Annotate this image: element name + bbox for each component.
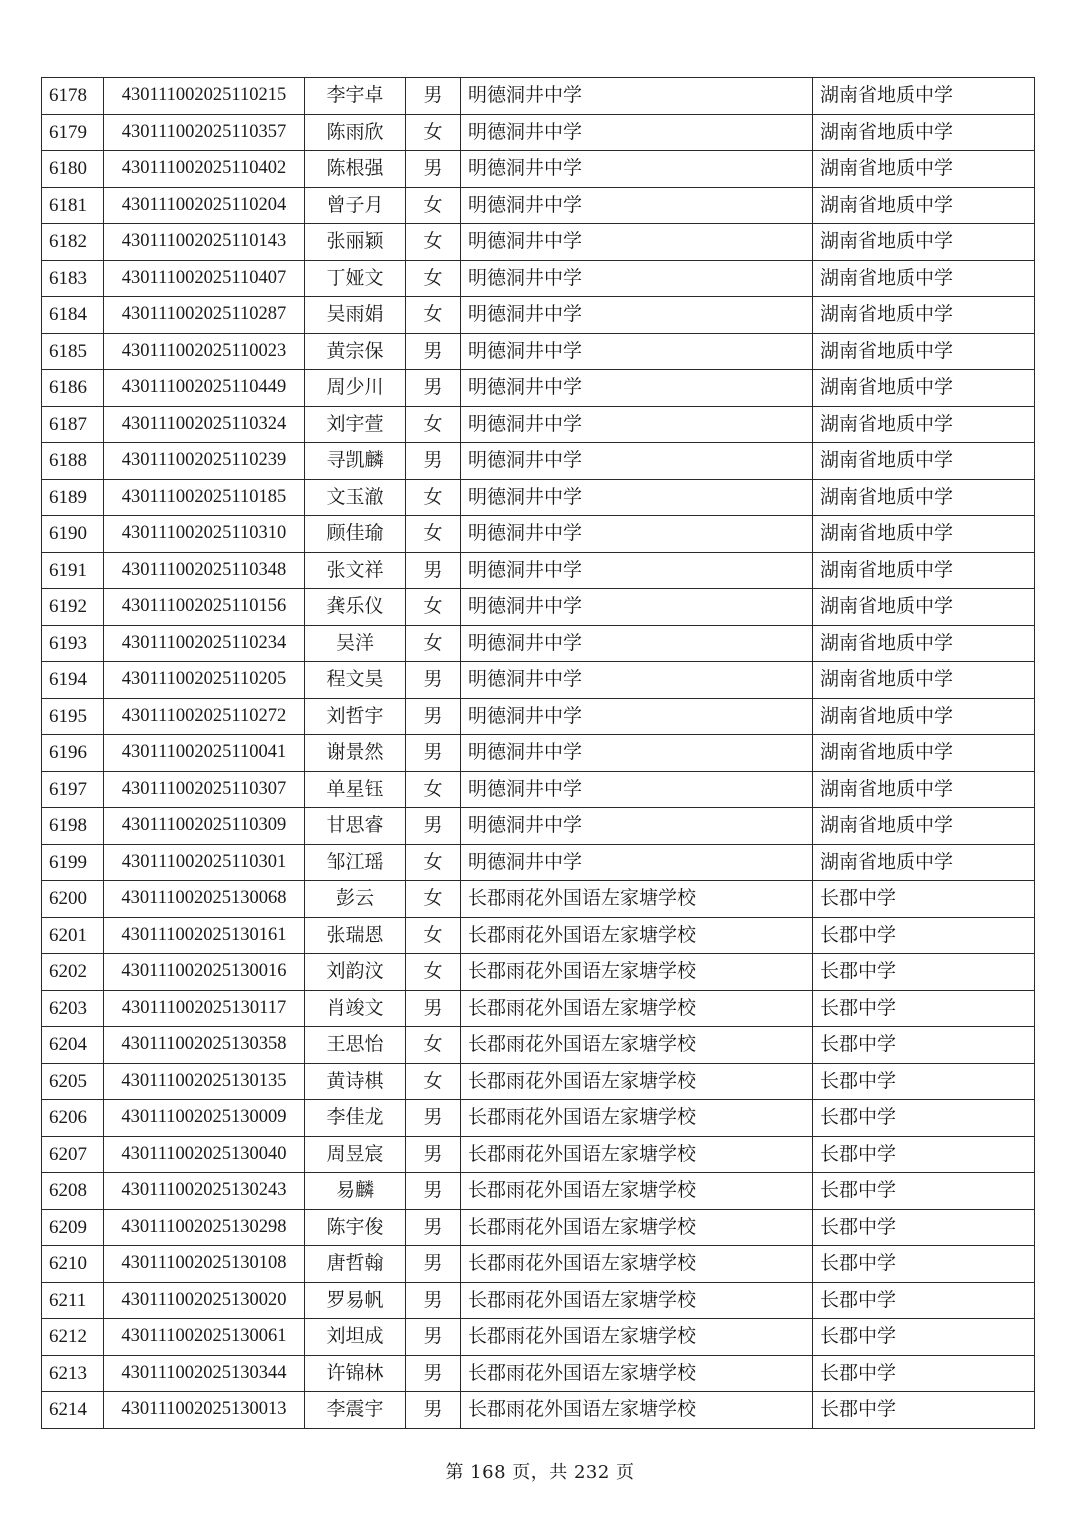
- admitted-school-cell: 长郡中学: [813, 1100, 1035, 1137]
- admitted-school-cell: 长郡中学: [813, 917, 1035, 954]
- table-body: [42, 78, 1035, 1429]
- registration-id-cell: 430111002025130016: [104, 954, 305, 991]
- serial-number-cell: 6180: [42, 151, 104, 188]
- serial-number-cell: 6195: [42, 698, 104, 735]
- registration-id-cell: 430111002025110301: [104, 844, 305, 881]
- admitted-school-cell: 湖南省地质中学: [813, 370, 1035, 407]
- serial-number-cell: 6190: [42, 516, 104, 553]
- registration-id-cell: 430111002025130243: [104, 1173, 305, 1210]
- serial-number-cell: 6214: [42, 1392, 104, 1429]
- gender-cell: 女: [406, 954, 461, 991]
- table-row: [42, 808, 1035, 845]
- gender-cell: 男: [406, 1173, 461, 1210]
- registration-id-cell: 430111002025130358: [104, 1027, 305, 1064]
- table-row: [42, 552, 1035, 589]
- registration-id-cell: 430111002025130040: [104, 1136, 305, 1173]
- graduating-school-cell: 明德洞井中学: [461, 771, 813, 808]
- student-name-cell: 寻凯麟: [305, 443, 406, 480]
- admitted-school-cell: 湖南省地质中学: [813, 114, 1035, 151]
- gender-cell: 女: [406, 844, 461, 881]
- serial-number-cell: 6204: [42, 1027, 104, 1064]
- admitted-school-cell: 湖南省地质中学: [813, 771, 1035, 808]
- serial-number-cell: 6189: [42, 479, 104, 516]
- gender-cell: 男: [406, 151, 461, 188]
- table-row: [42, 297, 1035, 334]
- gender-cell: 男: [406, 990, 461, 1027]
- table-row: [42, 1100, 1035, 1137]
- registration-id-cell: 430111002025110143: [104, 224, 305, 261]
- gender-cell: 男: [406, 1282, 461, 1319]
- serial-number-cell: 6197: [42, 771, 104, 808]
- student-name-cell: 张丽颖: [305, 224, 406, 261]
- student-name-cell: 程文昊: [305, 662, 406, 699]
- student-name-cell: 陈雨欣: [305, 114, 406, 151]
- student-name-cell: 李震宇: [305, 1392, 406, 1429]
- registration-id-cell: 430111002025110357: [104, 114, 305, 151]
- student-name-cell: 谢景然: [305, 735, 406, 772]
- registration-id-cell: 430111002025110205: [104, 662, 305, 699]
- graduating-school-cell: 明德洞井中学: [461, 224, 813, 261]
- serial-number-cell: 6194: [42, 662, 104, 699]
- registration-id-cell: 430111002025130009: [104, 1100, 305, 1137]
- serial-number-cell: 6191: [42, 552, 104, 589]
- student-name-cell: 张文祥: [305, 552, 406, 589]
- admitted-school-cell: 湖南省地质中学: [813, 735, 1035, 772]
- graduating-school-cell: 长郡雨花外国语左家塘学校: [461, 1063, 813, 1100]
- page-number-footer: 第 168 页，共 232 页: [445, 1462, 635, 1483]
- registration-id-cell: 430111002025130135: [104, 1063, 305, 1100]
- gender-cell: 男: [406, 735, 461, 772]
- serial-number-cell: 6193: [42, 625, 104, 662]
- student-name-cell: 甘思睿: [305, 808, 406, 845]
- table-row: [42, 114, 1035, 151]
- gender-cell: 女: [406, 187, 461, 224]
- gender-cell: 男: [406, 662, 461, 699]
- table-row: [42, 1282, 1035, 1319]
- table-row: [42, 844, 1035, 881]
- student-name-cell: 唐哲翰: [305, 1246, 406, 1283]
- table-row: [42, 1027, 1035, 1064]
- graduating-school-cell: 明德洞井中学: [461, 844, 813, 881]
- admitted-school-cell: 长郡中学: [813, 1355, 1035, 1392]
- registration-id-cell: 430111002025110449: [104, 370, 305, 407]
- gender-cell: 男: [406, 1136, 461, 1173]
- gender-cell: 女: [406, 224, 461, 261]
- serial-number-cell: 6211: [42, 1282, 104, 1319]
- table-row: [42, 662, 1035, 699]
- registration-id-cell: 430111002025110215: [104, 78, 305, 115]
- table-row: [42, 224, 1035, 261]
- student-name-cell: 肖竣文: [305, 990, 406, 1027]
- registration-id-cell: 430111002025110287: [104, 297, 305, 334]
- gender-cell: 男: [406, 808, 461, 845]
- student-name-cell: 张瑞恩: [305, 917, 406, 954]
- graduating-school-cell: 长郡雨花外国语左家塘学校: [461, 917, 813, 954]
- registration-id-cell: 430111002025130068: [104, 881, 305, 918]
- table-row: [42, 187, 1035, 224]
- registration-id-cell: 430111002025110272: [104, 698, 305, 735]
- admitted-school-cell: 长郡中学: [813, 1209, 1035, 1246]
- registration-id-cell: 430111002025130117: [104, 990, 305, 1027]
- serial-number-cell: 6192: [42, 589, 104, 626]
- table-row: [42, 771, 1035, 808]
- student-name-cell: 王思怡: [305, 1027, 406, 1064]
- admitted-school-cell: 湖南省地质中学: [813, 808, 1035, 845]
- table-row: [42, 1136, 1035, 1173]
- registration-id-cell: 430111002025130061: [104, 1319, 305, 1356]
- admitted-school-cell: 长郡中学: [813, 1063, 1035, 1100]
- serial-number-cell: 6184: [42, 297, 104, 334]
- admitted-school-cell: 长郡中学: [813, 1027, 1035, 1064]
- admitted-school-cell: 湖南省地质中学: [813, 260, 1035, 297]
- gender-cell: 女: [406, 479, 461, 516]
- student-name-cell: 刘哲宇: [305, 698, 406, 735]
- serial-number-cell: 6187: [42, 406, 104, 443]
- graduating-school-cell: 明德洞井中学: [461, 552, 813, 589]
- table-row: [42, 881, 1035, 918]
- admitted-school-cell: 湖南省地质中学: [813, 224, 1035, 261]
- registration-id-cell: 430111002025110204: [104, 187, 305, 224]
- serial-number-cell: 6185: [42, 333, 104, 370]
- graduating-school-cell: 明德洞井中学: [461, 333, 813, 370]
- serial-number-cell: 6206: [42, 1100, 104, 1137]
- student-name-cell: 邹江瑶: [305, 844, 406, 881]
- student-name-cell: 刘宇萱: [305, 406, 406, 443]
- table-row: [42, 917, 1035, 954]
- admitted-school-cell: 湖南省地质中学: [813, 516, 1035, 553]
- serial-number-cell: 6182: [42, 224, 104, 261]
- serial-number-cell: 6186: [42, 370, 104, 407]
- registration-id-cell: 430111002025110310: [104, 516, 305, 553]
- registration-id-cell: 430111002025130298: [104, 1209, 305, 1246]
- table-row: [42, 1209, 1035, 1246]
- graduating-school-cell: 明德洞井中学: [461, 516, 813, 553]
- gender-cell: 女: [406, 589, 461, 626]
- gender-cell: 女: [406, 771, 461, 808]
- admitted-school-cell: 长郡中学: [813, 1173, 1035, 1210]
- student-name-cell: 彭云: [305, 881, 406, 918]
- graduating-school-cell: 明德洞井中学: [461, 479, 813, 516]
- admitted-school-cell: 长郡中学: [813, 1136, 1035, 1173]
- student-name-cell: 刘坦成: [305, 1319, 406, 1356]
- table-row: [42, 260, 1035, 297]
- serial-number-cell: 6205: [42, 1063, 104, 1100]
- graduating-school-cell: 明德洞井中学: [461, 735, 813, 772]
- admitted-school-cell: 湖南省地质中学: [813, 78, 1035, 115]
- student-name-cell: 许锦林: [305, 1355, 406, 1392]
- gender-cell: 男: [406, 78, 461, 115]
- gender-cell: 男: [406, 1319, 461, 1356]
- admitted-school-cell: 湖南省地质中学: [813, 297, 1035, 334]
- table-row: [42, 1392, 1035, 1429]
- table-row: [42, 990, 1035, 1027]
- gender-cell: 女: [406, 114, 461, 151]
- gender-cell: 男: [406, 1209, 461, 1246]
- admitted-school-cell: 湖南省地质中学: [813, 552, 1035, 589]
- admitted-school-cell: 长郡中学: [813, 1282, 1035, 1319]
- student-name-cell: 黄宗保: [305, 333, 406, 370]
- student-name-cell: 易麟: [305, 1173, 406, 1210]
- graduating-school-cell: 长郡雨花外国语左家塘学校: [461, 1027, 813, 1064]
- table-row: [42, 735, 1035, 772]
- graduating-school-cell: 明德洞井中学: [461, 662, 813, 699]
- graduating-school-cell: 长郡雨花外国语左家塘学校: [461, 954, 813, 991]
- admitted-school-cell: 湖南省地质中学: [813, 479, 1035, 516]
- student-name-cell: 周昱宸: [305, 1136, 406, 1173]
- graduating-school-cell: 明德洞井中学: [461, 151, 813, 188]
- graduating-school-cell: 明德洞井中学: [461, 114, 813, 151]
- admitted-school-cell: 湖南省地质中学: [813, 589, 1035, 626]
- student-name-cell: 陈根强: [305, 151, 406, 188]
- registration-id-cell: 430111002025110402: [104, 151, 305, 188]
- admitted-school-cell: 长郡中学: [813, 1392, 1035, 1429]
- gender-cell: 女: [406, 406, 461, 443]
- serial-number-cell: 6202: [42, 954, 104, 991]
- student-admission-table: [41, 77, 1035, 1429]
- graduating-school-cell: 明德洞井中学: [461, 589, 813, 626]
- gender-cell: 女: [406, 1063, 461, 1100]
- graduating-school-cell: 明德洞井中学: [461, 297, 813, 334]
- registration-id-cell: 430111002025110348: [104, 552, 305, 589]
- table-row: [42, 589, 1035, 626]
- graduating-school-cell: 长郡雨花外国语左家塘学校: [461, 1246, 813, 1283]
- table-row: [42, 1319, 1035, 1356]
- graduating-school-cell: 长郡雨花外国语左家塘学校: [461, 1319, 813, 1356]
- graduating-school-cell: 长郡雨花外国语左家塘学校: [461, 1209, 813, 1246]
- table-row: [42, 516, 1035, 553]
- graduating-school-cell: 明德洞井中学: [461, 443, 813, 480]
- admitted-school-cell: 湖南省地质中学: [813, 698, 1035, 735]
- serial-number-cell: 6213: [42, 1355, 104, 1392]
- graduating-school-cell: 长郡雨花外国语左家塘学校: [461, 1173, 813, 1210]
- admitted-school-cell: 湖南省地质中学: [813, 406, 1035, 443]
- student-name-cell: 顾佳瑜: [305, 516, 406, 553]
- student-name-cell: 罗易帆: [305, 1282, 406, 1319]
- registration-id-cell: 430111002025110309: [104, 808, 305, 845]
- table-row: [42, 1246, 1035, 1283]
- registration-id-cell: 430111002025110156: [104, 589, 305, 626]
- student-name-cell: 李佳龙: [305, 1100, 406, 1137]
- gender-cell: 男: [406, 1100, 461, 1137]
- gender-cell: 女: [406, 917, 461, 954]
- serial-number-cell: 6200: [42, 881, 104, 918]
- registration-id-cell: 430111002025110307: [104, 771, 305, 808]
- admitted-school-cell: 湖南省地质中学: [813, 333, 1035, 370]
- serial-number-cell: 6212: [42, 1319, 104, 1356]
- student-name-cell: 黄诗棋: [305, 1063, 406, 1100]
- gender-cell: 女: [406, 516, 461, 553]
- student-name-cell: 李宇卓: [305, 78, 406, 115]
- graduating-school-cell: 长郡雨花外国语左家塘学校: [461, 990, 813, 1027]
- table-row: [42, 370, 1035, 407]
- gender-cell: 男: [406, 1246, 461, 1283]
- student-name-cell: 文玉澈: [305, 479, 406, 516]
- graduating-school-cell: 长郡雨花外国语左家塘学校: [461, 881, 813, 918]
- admitted-school-cell: 长郡中学: [813, 990, 1035, 1027]
- serial-number-cell: 6210: [42, 1246, 104, 1283]
- serial-number-cell: 6208: [42, 1173, 104, 1210]
- registration-id-cell: 430111002025110023: [104, 333, 305, 370]
- gender-cell: 男: [406, 1355, 461, 1392]
- table-row: [42, 78, 1035, 115]
- table-row: [42, 479, 1035, 516]
- graduating-school-cell: 长郡雨花外国语左家塘学校: [461, 1392, 813, 1429]
- registration-id-cell: 430111002025130344: [104, 1355, 305, 1392]
- gender-cell: 男: [406, 370, 461, 407]
- serial-number-cell: 6183: [42, 260, 104, 297]
- table-row: [42, 151, 1035, 188]
- registration-id-cell: 430111002025130108: [104, 1246, 305, 1283]
- student-name-cell: 曾子月: [305, 187, 406, 224]
- table-row: [42, 1063, 1035, 1100]
- registration-id-cell: 430111002025110239: [104, 443, 305, 480]
- student-name-cell: 周少川: [305, 370, 406, 407]
- admitted-school-cell: 湖南省地质中学: [813, 151, 1035, 188]
- registration-id-cell: 430111002025110041: [104, 735, 305, 772]
- serial-number-cell: 6199: [42, 844, 104, 881]
- student-name-cell: 单星钰: [305, 771, 406, 808]
- admitted-school-cell: 湖南省地质中学: [813, 625, 1035, 662]
- student-name-cell: 吴洋: [305, 625, 406, 662]
- gender-cell: 女: [406, 1027, 461, 1064]
- gender-cell: 男: [406, 1392, 461, 1429]
- serial-number-cell: 6178: [42, 78, 104, 115]
- admitted-school-cell: 湖南省地质中学: [813, 844, 1035, 881]
- serial-number-cell: 6196: [42, 735, 104, 772]
- graduating-school-cell: 长郡雨花外国语左家塘学校: [461, 1282, 813, 1319]
- registration-id-cell: 430111002025130161: [104, 917, 305, 954]
- gender-cell: 女: [406, 625, 461, 662]
- gender-cell: 男: [406, 698, 461, 735]
- table-row: [42, 406, 1035, 443]
- graduating-school-cell: 明德洞井中学: [461, 370, 813, 407]
- registration-id-cell: 430111002025130013: [104, 1392, 305, 1429]
- serial-number-cell: 6207: [42, 1136, 104, 1173]
- serial-number-cell: 6188: [42, 443, 104, 480]
- gender-cell: 男: [406, 552, 461, 589]
- graduating-school-cell: 明德洞井中学: [461, 78, 813, 115]
- gender-cell: 男: [406, 443, 461, 480]
- serial-number-cell: 6201: [42, 917, 104, 954]
- student-name-cell: 龚乐仪: [305, 589, 406, 626]
- graduating-school-cell: 长郡雨花外国语左家塘学校: [461, 1355, 813, 1392]
- graduating-school-cell: 长郡雨花外国语左家塘学校: [461, 1100, 813, 1137]
- table-row: [42, 625, 1035, 662]
- serial-number-cell: 6179: [42, 114, 104, 151]
- table-row: [42, 954, 1035, 991]
- graduating-school-cell: 明德洞井中学: [461, 625, 813, 662]
- serial-number-cell: 6203: [42, 990, 104, 1027]
- gender-cell: 男: [406, 333, 461, 370]
- graduating-school-cell: 明德洞井中学: [461, 698, 813, 735]
- registration-id-cell: 430111002025110407: [104, 260, 305, 297]
- student-name-cell: 陈宇俊: [305, 1209, 406, 1246]
- table-row: [42, 1355, 1035, 1392]
- student-name-cell: 刘韵汶: [305, 954, 406, 991]
- serial-number-cell: 6209: [42, 1209, 104, 1246]
- table-row: [42, 1173, 1035, 1210]
- registration-id-cell: 430111002025130020: [104, 1282, 305, 1319]
- graduating-school-cell: 明德洞井中学: [461, 808, 813, 845]
- gender-cell: 女: [406, 881, 461, 918]
- table-row: [42, 698, 1035, 735]
- graduating-school-cell: 明德洞井中学: [461, 260, 813, 297]
- admitted-school-cell: 长郡中学: [813, 954, 1035, 991]
- gender-cell: 女: [406, 260, 461, 297]
- admitted-school-cell: 湖南省地质中学: [813, 662, 1035, 699]
- gender-cell: 女: [406, 297, 461, 334]
- registration-id-cell: 430111002025110234: [104, 625, 305, 662]
- table-row: [42, 333, 1035, 370]
- admitted-school-cell: 长郡中学: [813, 1246, 1035, 1283]
- graduating-school-cell: 明德洞井中学: [461, 187, 813, 224]
- registration-id-cell: 430111002025110324: [104, 406, 305, 443]
- registration-id-cell: 430111002025110185: [104, 479, 305, 516]
- graduating-school-cell: 明德洞井中学: [461, 406, 813, 443]
- graduating-school-cell: 长郡雨花外国语左家塘学校: [461, 1136, 813, 1173]
- table-row: [42, 443, 1035, 480]
- admitted-school-cell: 长郡中学: [813, 881, 1035, 918]
- serial-number-cell: 6181: [42, 187, 104, 224]
- admitted-school-cell: 湖南省地质中学: [813, 443, 1035, 480]
- serial-number-cell: 6198: [42, 808, 104, 845]
- admitted-school-cell: 长郡中学: [813, 1319, 1035, 1356]
- student-name-cell: 丁娅文: [305, 260, 406, 297]
- student-name-cell: 吴雨娟: [305, 297, 406, 334]
- admitted-school-cell: 湖南省地质中学: [813, 187, 1035, 224]
